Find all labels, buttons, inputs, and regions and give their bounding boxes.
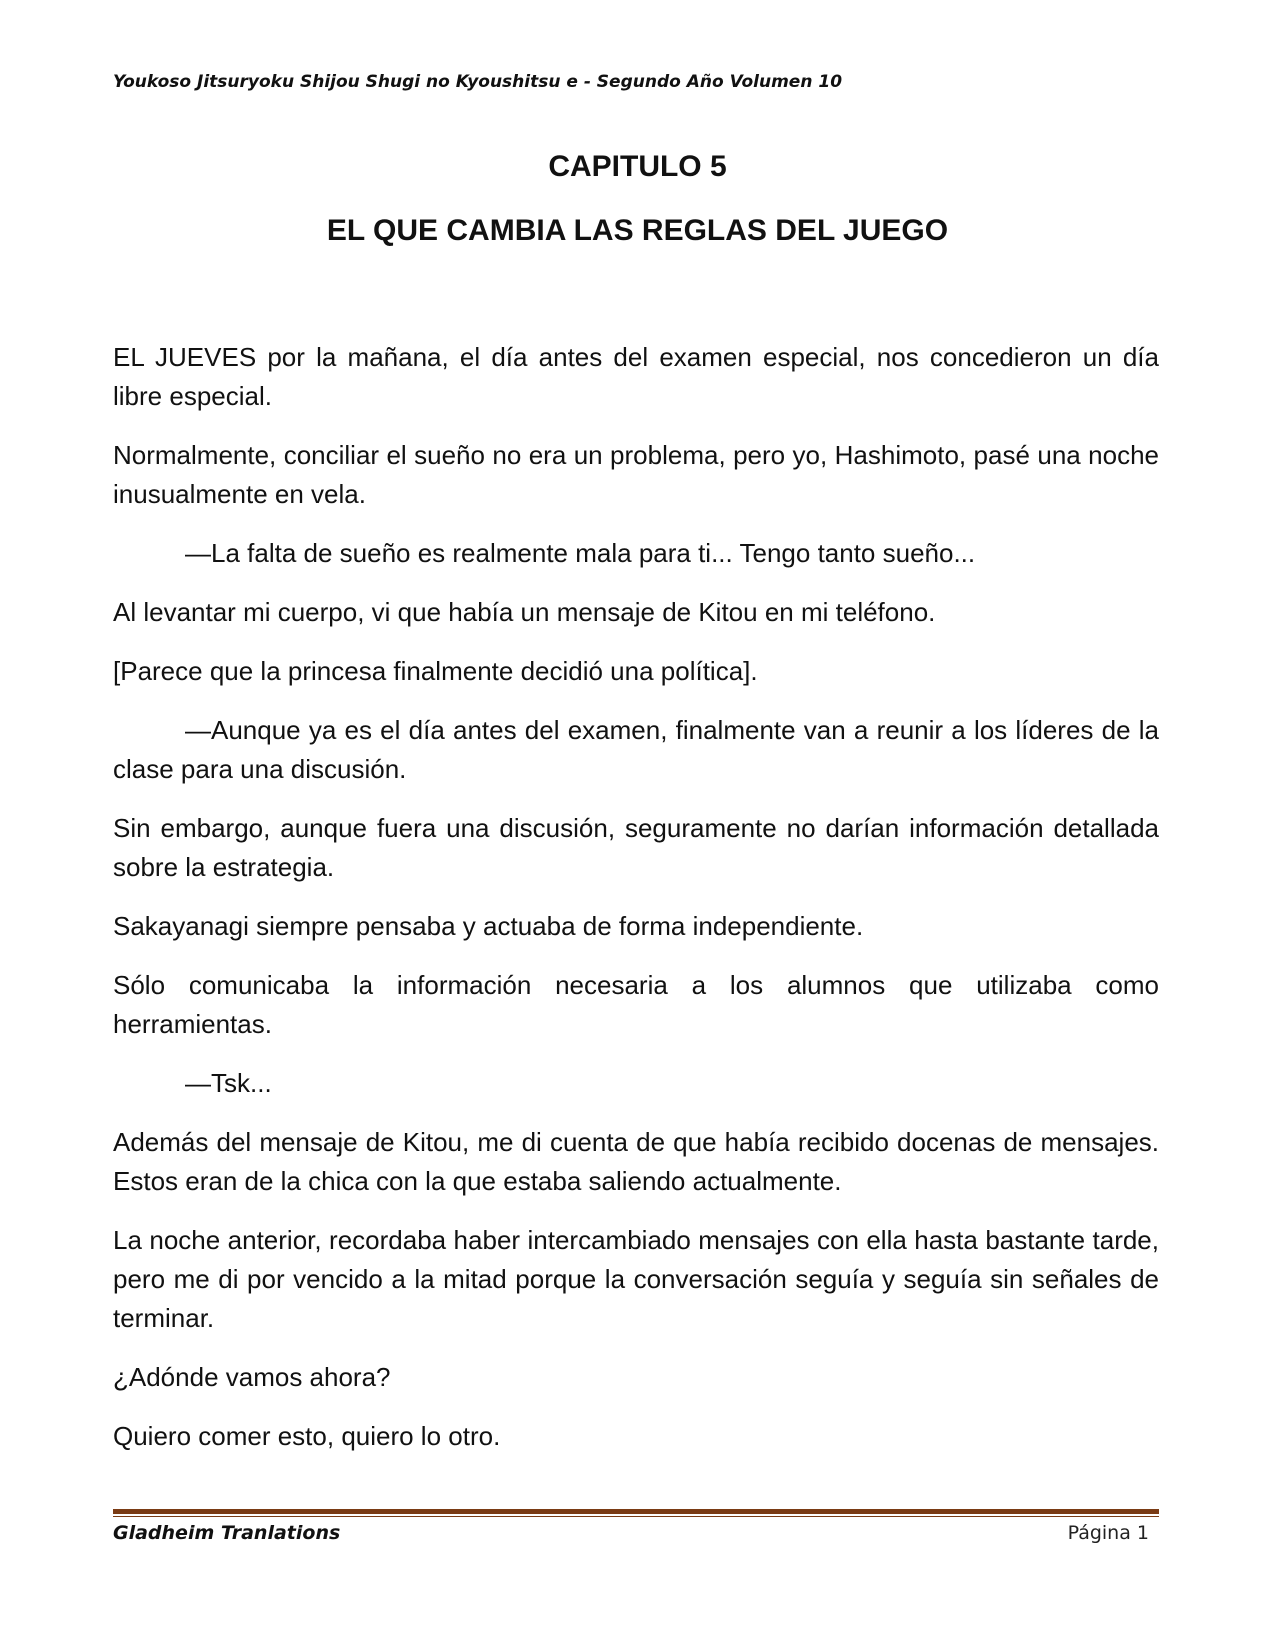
paragraph: La noche anterior, recordaba haber intercambiado mensajes con ella hasta bastante tarde, pero me di por vencido a la mitad porque la conversación seguía y seguía sin señales de terminar. <box>113 1225 1159 1333</box>
footer-rule <box>113 1509 1159 1514</box>
paragraph: Al levantar mi cuerpo, vi que había un mensaje de Kitou en mi teléfono. <box>113 597 936 627</box>
footer-translator: Gladheim Tranlations <box>113 1522 341 1544</box>
paragraph: Además del mensaje de Kitou, me di cuenta de que había recibido docenas de mensajes. Estos eran de la chica con la que estaba saliendo actualmente. <box>113 1127 1159 1196</box>
paragraph: Normalmente, conciliar el sueño no era un problema, pero yo, Hashimoto, pasé una noche inusualmente en vela. <box>113 440 1159 509</box>
dialogue-paragraph: —Aunque ya es el día antes del examen, finalmente van a reunir a los líderes de la clase para una discusión. <box>113 715 1159 784</box>
page-number: Página 1 <box>1067 1522 1149 1544</box>
chapter-body <box>113 338 1159 1476</box>
dialogue-paragraph: —La falta de sueño es realmente mala para ti... Tengo tanto sueño... <box>185 538 976 568</box>
paragraph: Sin embargo, aunque fuera una discusión, seguramente no darían información detallada sobre la estrategia. <box>113 813 1159 882</box>
paragraph: [Parece que la princesa finalmente decidió una política]. <box>113 656 758 686</box>
running-header: Youkoso Jitsuryoku Shijou Shugi no Kyoushitsu e - Segundo Año Volumen 10 <box>113 72 843 92</box>
chapter-number: CAPITULO 5 <box>548 150 727 183</box>
paragraph: ¿Adónde vamos ahora? <box>113 1362 391 1392</box>
chapter-title: EL QUE CAMBIA LAS REGLAS DEL JUEGO <box>326 214 949 247</box>
footer-rule-thin <box>113 1516 1159 1517</box>
paragraph: Sólo comunicaba la información necesaria a los alumnos que utilizaba como herramientas. <box>113 970 1159 1039</box>
paragraph: Quiero comer esto, quiero lo otro. <box>113 1421 501 1451</box>
paragraph: Sakayanagi siempre pensaba y actuaba de forma independiente. <box>113 911 864 941</box>
paragraph: EL JUEVES por la mañana, el día antes del examen especial, nos concedieron un día libre especial. <box>113 342 1159 411</box>
dialogue-paragraph: —Tsk... <box>185 1068 272 1098</box>
